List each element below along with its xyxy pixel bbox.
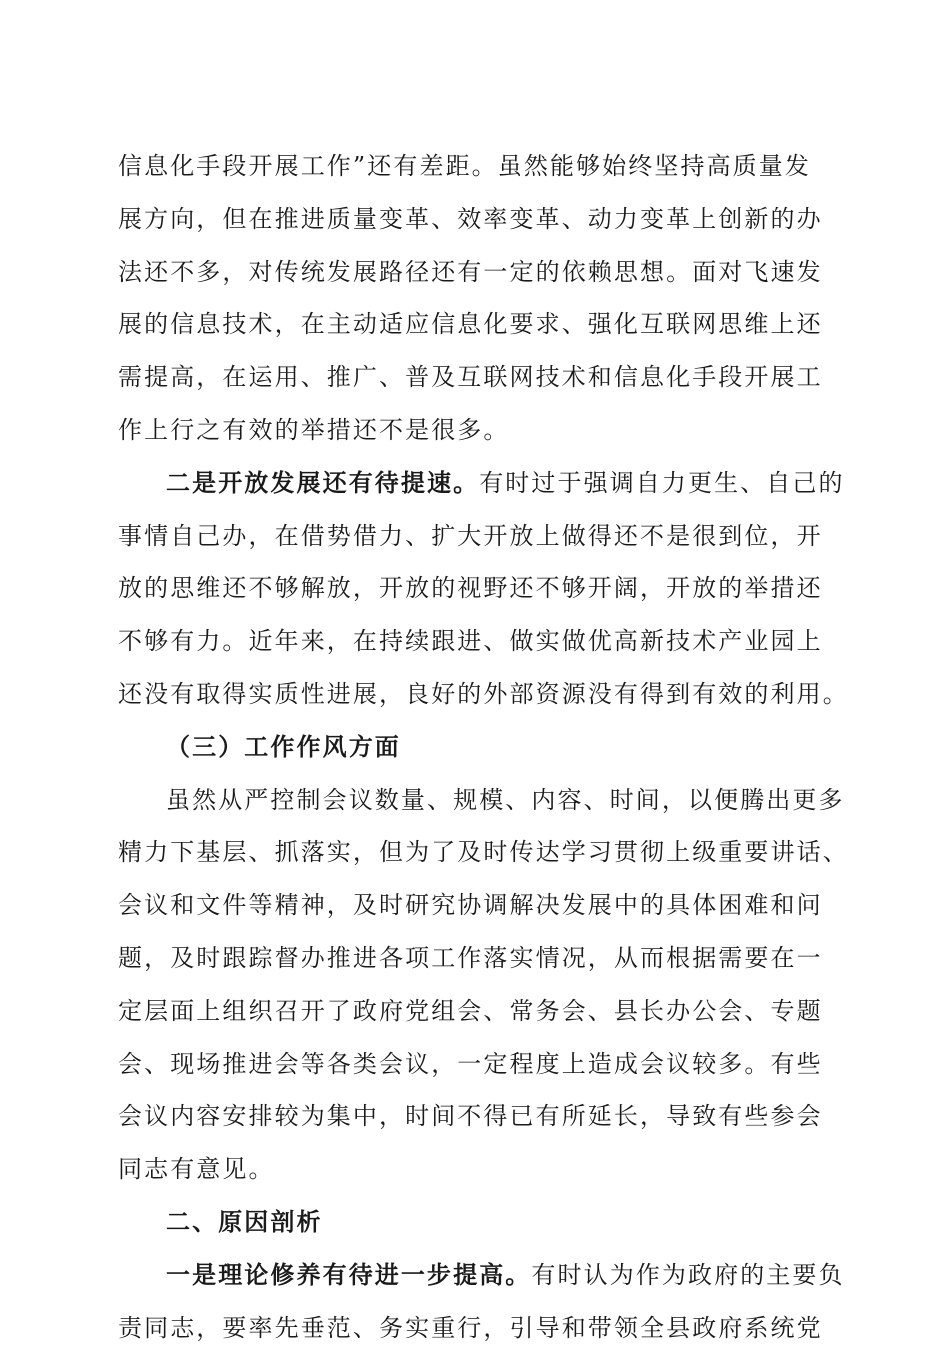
text-line: 会议内容安排较为集中，时间不得已有所延长，导致有些参会	[118, 1102, 823, 1131]
paragraph-lead: 二是开放发展还有待提速。	[166, 467, 480, 497]
text-line: 定层面上组织召开了政府党组会、常务会、县长办公会、专题	[118, 996, 823, 1025]
text-line: 还没有取得实质性进展，良好的外部资源没有得到有效的利用。	[118, 679, 849, 708]
text-line: 展的信息技术，在主动适应信息化要求、强化互联网思维上还	[118, 310, 823, 339]
text-line	[118, 457, 845, 510]
text-line: 作上行之有效的举措还不是很多。	[118, 415, 510, 444]
text-line: 责同志，要率先垂范、务实重行，引导和带领全县政府系统党	[118, 1313, 823, 1342]
text-line: 展方向，但在推进质量变革、效率变革、动力变革上创新的办	[118, 204, 823, 233]
text-line: 需提高，在运用、推广、普及互联网技术和信息化手段开展工	[118, 363, 823, 392]
paragraph-informatization	[118, 140, 830, 457]
text-line: 精力下基层、抓落实，但为了及时传达学习贯彻上级重要讲话、	[118, 838, 849, 867]
text-line: 放的思维还不够解放，开放的视野还不够开阔，开放的举措还	[118, 574, 823, 603]
section-heading-work-style: （三）工作作风方面	[166, 731, 401, 761]
text-line: 会议和文件等精神，及时研究协调解决发展中的具体困难和问	[118, 891, 823, 920]
paragraph-text: 有时过于强调自力更生、自己的	[479, 468, 845, 497]
text-line: 法还不多，对传统发展路径还有一定的依赖思想。面对飞速发	[118, 257, 823, 286]
text-line: 题，及时跟踪督办推进各项工作落实情况，从而根据需要在一	[118, 943, 823, 972]
text-line: 虽然从严控制会议数量、规模、内容、时间，以便腾出更多	[166, 785, 845, 814]
text-line: 事情自己办，在借势借力、扩大开放上做得还不是很到位，开	[118, 521, 823, 550]
text-line: 同志有意见。	[118, 1155, 275, 1184]
text-line: 会、现场推进会等各类会议，一定程度上造成会议较多。有些	[118, 1049, 823, 1078]
text-line: 信息化手段开展工作”还有差距。虽然能够始终坚持高质量发	[118, 152, 811, 180]
text-line: 不够有力。近年来，在持续跟进、做实做优高新技术产业园上	[118, 627, 823, 656]
paragraph-meetings	[118, 774, 849, 1196]
paragraph-lead: 一是理论修养有待进一步提高。	[166, 1259, 532, 1289]
paragraph-open-development	[118, 457, 849, 721]
paragraph-text: 有时认为作为政府的主要负	[531, 1260, 845, 1289]
text-line	[118, 1249, 845, 1302]
paragraph-theory	[118, 1249, 845, 1354]
document-body	[118, 140, 849, 1354]
section-heading-cause-analysis: 二、原因剖析	[166, 1206, 323, 1236]
